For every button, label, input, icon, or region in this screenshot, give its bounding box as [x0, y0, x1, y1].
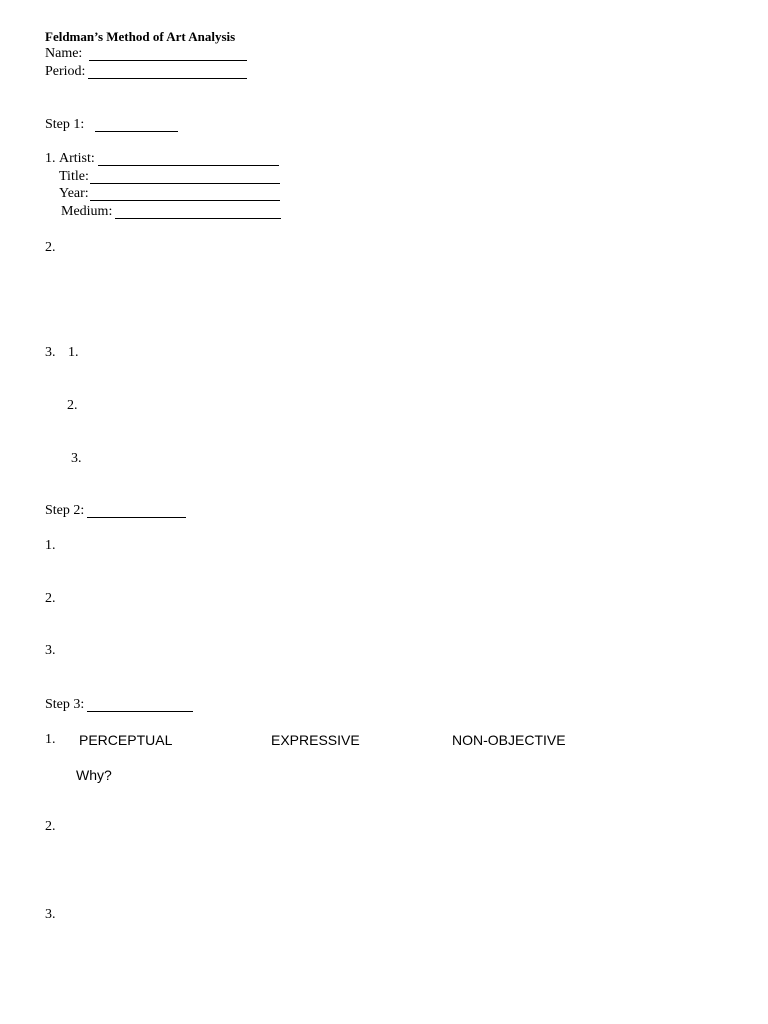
- step1-label: Step 1:: [45, 117, 85, 132]
- step1-item3-sub2: 2.: [67, 398, 78, 413]
- step1-item3-number: 3.: [45, 345, 56, 360]
- period-label: Period:: [45, 64, 86, 79]
- step3-label: Step 3:: [45, 697, 85, 712]
- step1-item2-number: 2.: [45, 240, 56, 255]
- step2-field-line[interactable]: [87, 517, 186, 518]
- step1-field-line[interactable]: [95, 131, 178, 132]
- step1-item3-sub1: 1.: [68, 345, 79, 360]
- year-label: Year:: [59, 186, 89, 201]
- step1-item1-number: 1.: [45, 151, 56, 166]
- step2-label: Step 2:: [45, 503, 85, 518]
- title-field-line[interactable]: [90, 183, 280, 184]
- year-field-line[interactable]: [90, 200, 280, 201]
- name-field-line[interactable]: [89, 60, 247, 61]
- medium-field-line[interactable]: [115, 218, 281, 219]
- medium-label: Medium:: [61, 204, 113, 219]
- step2-item1-number: 1.: [45, 538, 56, 553]
- artist-label: Artist:: [59, 151, 95, 166]
- step3-field-line[interactable]: [87, 711, 193, 712]
- artist-field-line[interactable]: [98, 165, 279, 166]
- step3-item1-number: 1.: [45, 732, 56, 747]
- choice-perceptual[interactable]: PERCEPTUAL: [79, 732, 173, 748]
- choice-expressive[interactable]: EXPRESSIVE: [271, 732, 360, 748]
- worksheet-title: Feldman’s Method of Art Analysis: [45, 29, 236, 44]
- step3-item3-number: 3.: [45, 907, 56, 922]
- step1-item3-sub3: 3.: [71, 451, 82, 466]
- title-label: Title:: [59, 169, 89, 184]
- why-prompt: Why?: [76, 767, 112, 783]
- choice-non-objective[interactable]: NON-OBJECTIVE: [452, 732, 566, 748]
- period-field-line[interactable]: [88, 78, 247, 79]
- step2-item3-number: 3.: [45, 643, 56, 658]
- step3-item2-number: 2.: [45, 819, 56, 834]
- step2-item2-number: 2.: [45, 591, 56, 606]
- name-label: Name:: [45, 46, 83, 61]
